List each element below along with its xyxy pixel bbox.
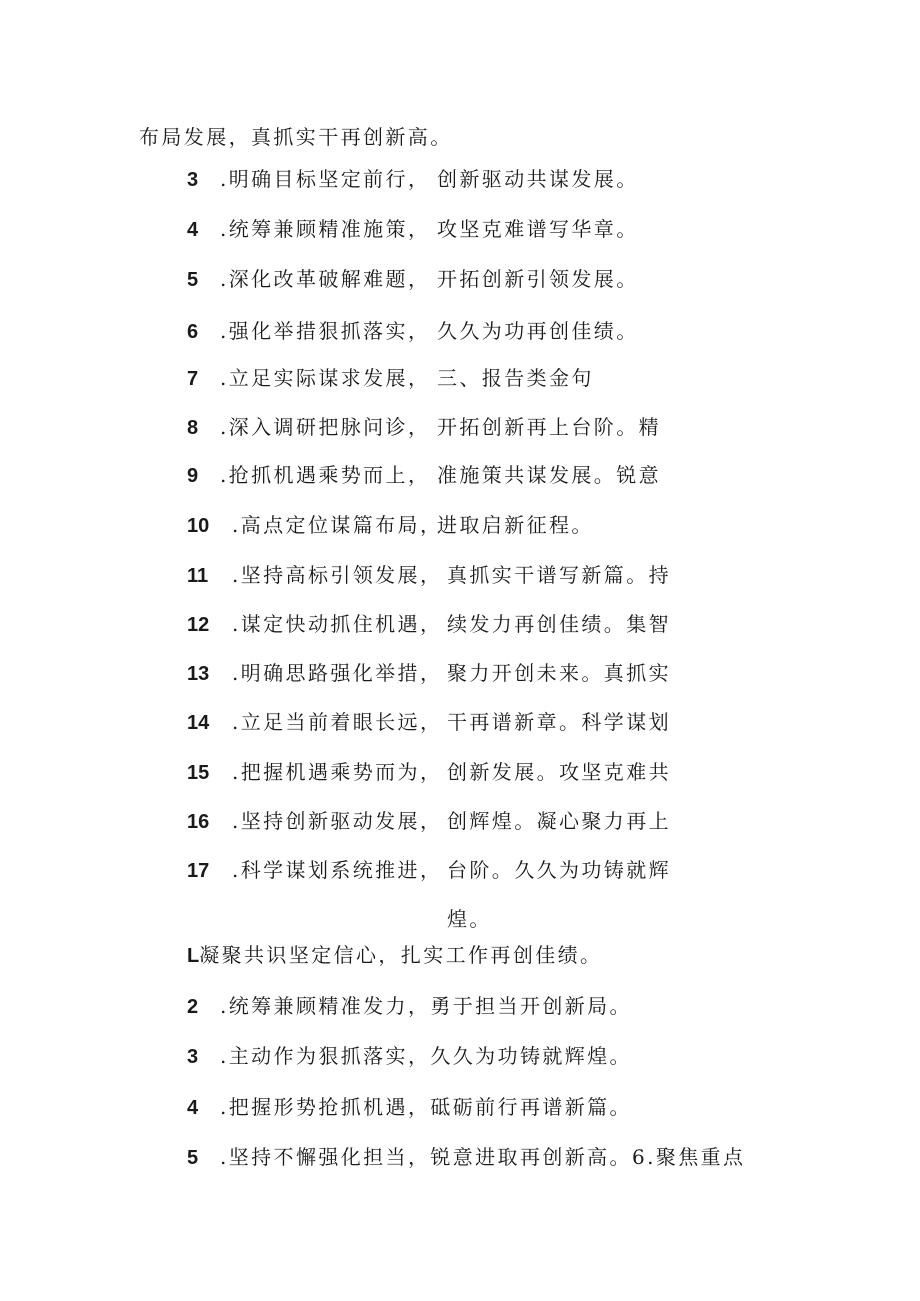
right-column-line: 台阶。久久为功铸就辉	[447, 858, 671, 882]
list-item: 15 .把握机遇乘势而为，	[187, 760, 443, 784]
list-item: 2 .统筹兼顾精准发力，勇于担当开创新局。	[187, 994, 632, 1018]
list-item: 11 .坚持高标引领发展，	[187, 563, 443, 587]
right-column-line: 真抓实干谱写新篇。持	[447, 563, 671, 587]
list-item: 3 .主动作为狠抓落实，久久为功铸就辉煌。	[187, 1044, 632, 1068]
right-column-line: 开拓创新引领发展。	[437, 267, 639, 291]
list-item: 5 .深化改革破解难题，	[187, 267, 431, 291]
list-item: 8 .深入调研把脉问诊，	[187, 415, 431, 439]
list-item: 10 .高点定位谋篇布局，	[187, 513, 443, 537]
section-heading: 三、报告类金句	[437, 366, 594, 390]
right-column-line: 创新发展。攻坚克难共	[447, 760, 671, 784]
right-column-line: 久久为功再创佳绩。	[437, 319, 639, 343]
right-column-line: 进取启新征程。	[437, 513, 594, 537]
list-item: 4 .把握形势抢抓机遇，砥砺前行再谱新篇。	[187, 1095, 632, 1119]
right-column-line: 创辉煌。凝心聚力再上	[447, 809, 671, 833]
right-column-line: 聚力开创未来。真抓实	[447, 661, 671, 685]
list-item: 3 .明确目标坚定前行，	[187, 167, 431, 191]
right-column-line: 攻坚克难谱写华章。	[437, 217, 639, 241]
right-column-line: 续发力再创佳绩。集智	[447, 612, 671, 636]
list-item: L凝聚共识坚定信心，扎实工作再创佳绩。	[187, 943, 603, 967]
list-item: 13 .明确思路强化举措，	[187, 661, 443, 685]
right-column-line: 准施策共谋发展。锐意	[437, 463, 661, 487]
list-item: 5 .坚持不懈强化担当，锐意进取再创新高。6.聚焦重点	[187, 1145, 746, 1169]
list-item: 16 .坚持创新驱动发展，	[187, 809, 443, 833]
right-column-line: 干再谱新章。科学谋划	[447, 710, 671, 734]
list-item: 14 .立足当前着眼长远，	[187, 710, 443, 734]
intro-line: 布局发展，真抓实干再创新高。	[139, 125, 453, 149]
right-column-line: 创新驱动共谋发展。	[437, 167, 639, 191]
list-item: 6 .强化举措狠抓落实，	[187, 319, 431, 343]
list-item: 17 .科学谋划系统推进，	[187, 858, 443, 882]
list-item: 4 .统筹兼顾精准施策，	[187, 217, 431, 241]
list-item: 9 .抢抓机遇乘势而上，	[187, 463, 431, 487]
right-column-line: 煌。	[447, 907, 492, 931]
list-item: 7 .立足实际谋求发展，	[187, 366, 431, 390]
right-column-line: 开拓创新再上台阶。精	[437, 415, 661, 439]
list-item: 12 .谋定快动抓住机遇，	[187, 612, 443, 636]
